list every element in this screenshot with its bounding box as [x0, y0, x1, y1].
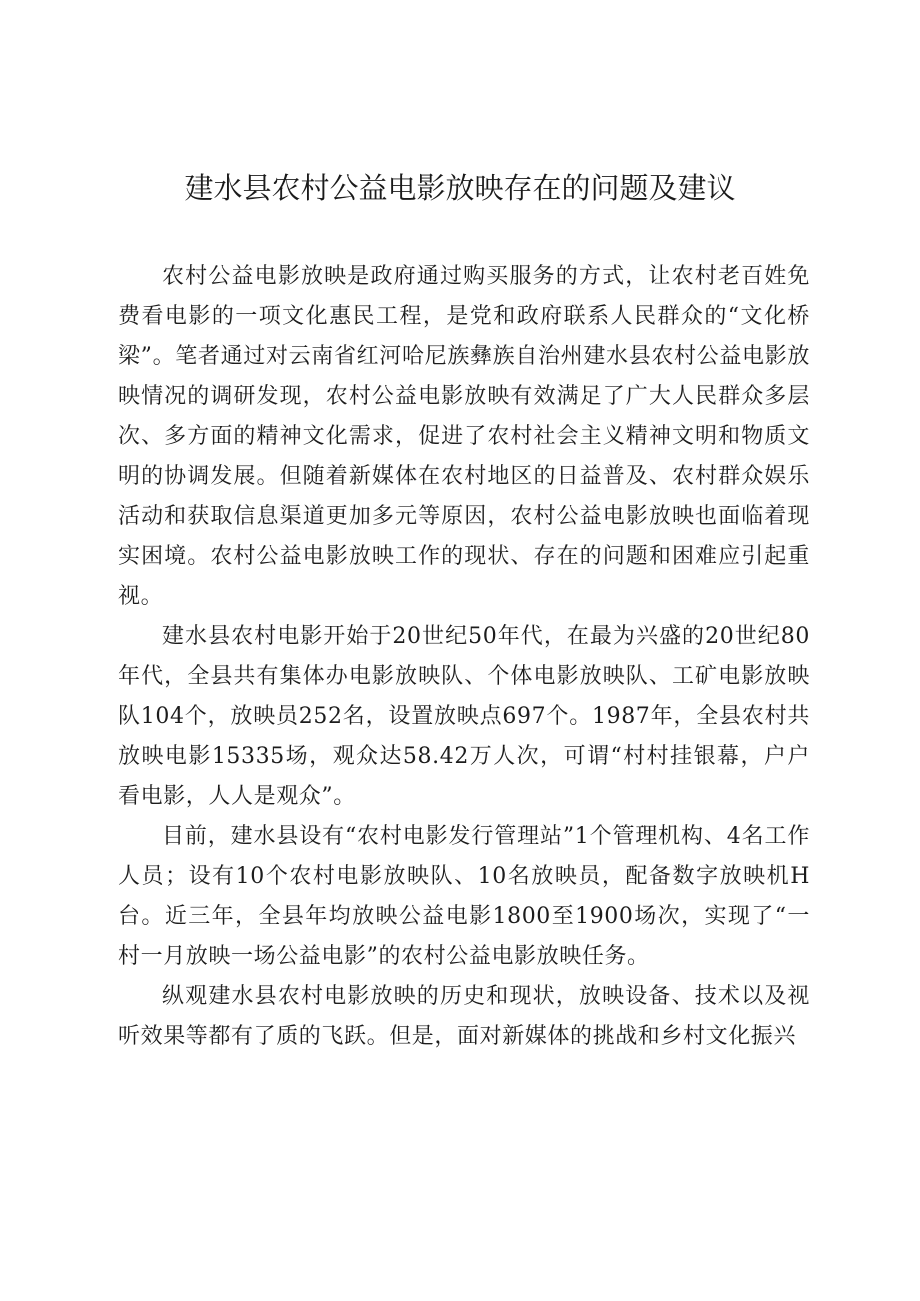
paragraph-3: 目前，建水县设有“农村电影发行管理站”1个管理机构、4名工作人员；设有10个农村电影放映队、10名放映员，配备数字放映机H台。近三年，全县年均放映公益电影1800至1900场次，实现了“一村一月放映一场公益电影”的农村公益电影放映任务。	[118, 824, 810, 969]
paragraph-2: 建水县农村电影开始于20世纪50年代，在最为兴盛的20世纪80年代，全县共有集体办电影放映队、个体电影放映队、工矿电影放映队104个，放映员252名，设置放映点697个。1987年，全县农村共放映电影15335场，观众达58.42万人次，可谓“村村挂银幕，户户看电影，人人是观众”。	[118, 624, 810, 809]
document-title: 建水县农村公益电影放映存在的问题及建议	[184, 171, 736, 205]
document-body	[118, 257, 810, 1057]
paragraph-1: 农村公益电影放映是政府通过购买服务的方式，让农村老百姓免费看电影的一项文化惠民工程，是党和政府联系人民群众的“文化桥梁”。笔者通过对云南省红河哈尼族彝族自治州建水县农村公益电影放映情况的调研发现，农村公益电影放映有效满足了广大人民群众多层次、多方面的精神文化需求，促进了农村社会主义精神文明和物质文明的协调发展。但随着新媒体在农村地区的日益普及、农村群众娱乐活动和获取信息渠道更加多元等原因，农村公益电影放映也面临着现实困境。农村公益电影放映工作的现状、存在的问题和困难应引起重视。	[118, 264, 810, 609]
paragraph-4: 纵观建水县农村电影放映的历史和现状，放映设备、技术以及视听效果等都有了质的飞跃。但是，面对新媒体的挑战和乡村文化振兴	[118, 984, 810, 1049]
